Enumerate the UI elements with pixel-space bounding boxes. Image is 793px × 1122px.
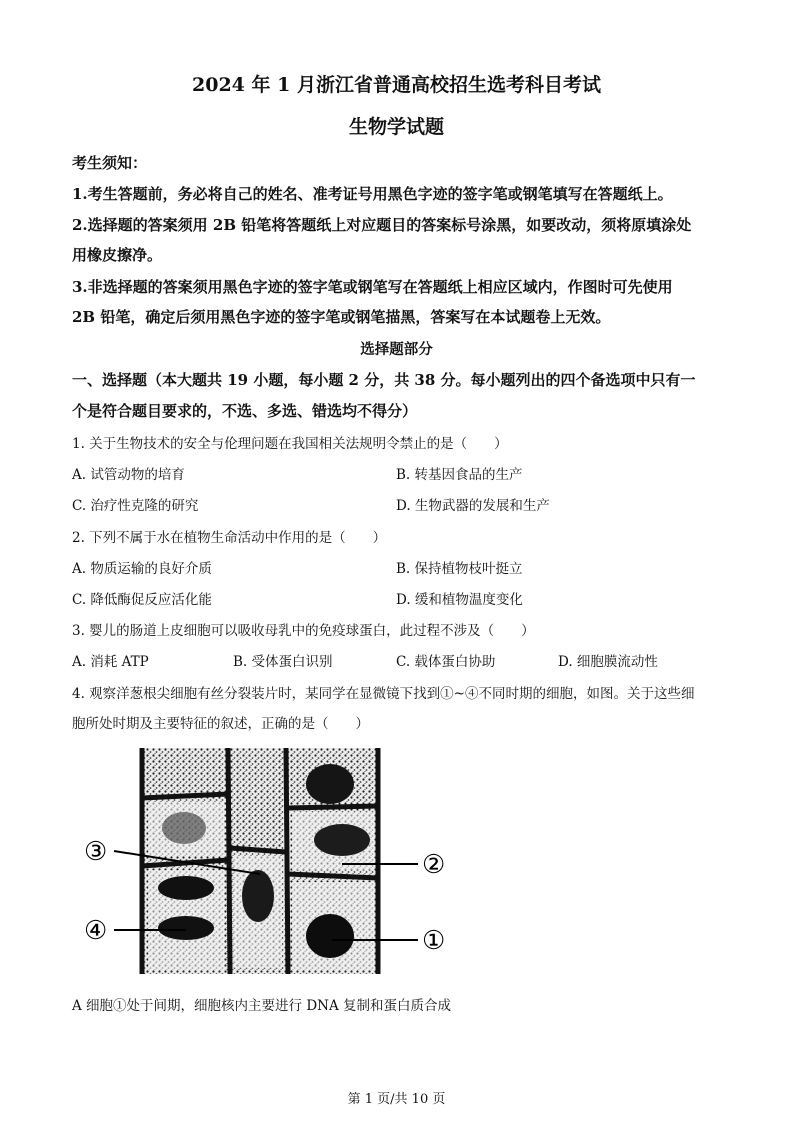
notice-heading: 考生须知： [72,154,148,172]
cell-1-nucleus [306,914,354,958]
notice-item-2-line-2: 用橡皮擦净。 [72,246,163,264]
q3-option-a: A. 消耗 ATP [72,654,149,670]
q2-option-d: D. 缓和植物温度变化 [396,592,523,608]
q3-option-d: D. 细胞膜流动性 [558,654,658,670]
q2-option-a: A. 物质运输的良好介质 [72,561,212,577]
section-title: 选择题部分 [360,341,433,358]
onion-root-tip-micrograph [80,748,460,976]
cell-4-lower-chromatin [158,916,214,940]
q1-stem: 1. 关于生物技术的安全与伦理问题在我国相关法规明令禁止的是（ ） [72,436,508,452]
q3-option-b: B. 受体蛋白识别 [233,654,333,670]
notice-item-2-line-1: 2.选择题的答案须用 2B 铅笔将答题纸上对应题目的答案标号涂黑，如要改动，须将原填涂处 [72,216,692,234]
q1-option-b: B. 转基因食品的生产 [396,467,523,483]
section-intro-line-2: 个是符合题目要求的，不选、多选、错选均不得分） [72,402,418,420]
notice-item-3-line-2: 2B 铅笔，确定后须用黑色字迹的签字笔或钢笔描黑，答案写在本试题卷上无效。 [72,308,611,326]
label-4: ④ [84,916,108,946]
label-1: ① [422,926,446,956]
nucleus-top [306,764,354,804]
q4-stem-line-2: 胞所处时期及主要特征的叙述，正确的是（ ） [72,716,369,732]
exam-title: 2024 年 1 月浙江省普通高校招生选考科目考试 [192,74,601,96]
notice-item-3-line-1: 3.非选择题的答案须用黑色字迹的签字笔或钢笔写在答题纸上相应区域内，作图时可先使用 [72,278,673,296]
q1-option-c: C. 治疗性克隆的研究 [72,498,199,514]
label-3: ③ [84,837,108,867]
cell-3-chromosomes [242,870,274,922]
q3-option-c: C. 载体蛋白协助 [396,654,496,670]
q2-stem: 2. 下列不属于水在植物生命活动中作用的是（ ） [72,530,387,546]
exam-subtitle: 生物学试题 [348,116,444,138]
cell-2-chromosomes [314,824,370,856]
page-footer: 第 1 页/共 10 页 [347,1092,446,1107]
notice-item-1: 1.考生答题前，务必将自己的姓名、准考证号用黑色字迹的签字笔或钢笔填写在答题纸上。 [72,185,673,203]
q2-option-b: B. 保持植物枝叶挺立 [396,561,523,577]
q4-stem-line-1: 4. 观察洋葱根尖细胞有丝分裂装片时，某同学在显微镜下找到①~④不同时期的细胞，如图。关于这些细 [72,686,695,702]
q2-option-c: C. 降低酶促反应活化能 [72,592,212,608]
q1-option-d: D. 生物武器的发展和生产 [396,498,550,514]
q1-option-a: A. 试管动物的培育 [72,467,185,483]
q4-option-a: A 细胞①处于间期，细胞核内主要进行 DNA 复制和蛋白质合成 [72,998,452,1014]
cell-4-upper-chromatin [158,876,214,900]
label-2: ② [422,850,446,880]
q3-stem: 3. 婴儿的肠道上皮细胞可以吸收母乳中的免疫球蛋白，此过程不涉及（ ） [72,623,535,639]
section-intro-line-1: 一、选择题（本大题共 19 小题，每小题 2 分，共 38 分。每小题列出的四个备选项中只有一 [72,371,696,389]
